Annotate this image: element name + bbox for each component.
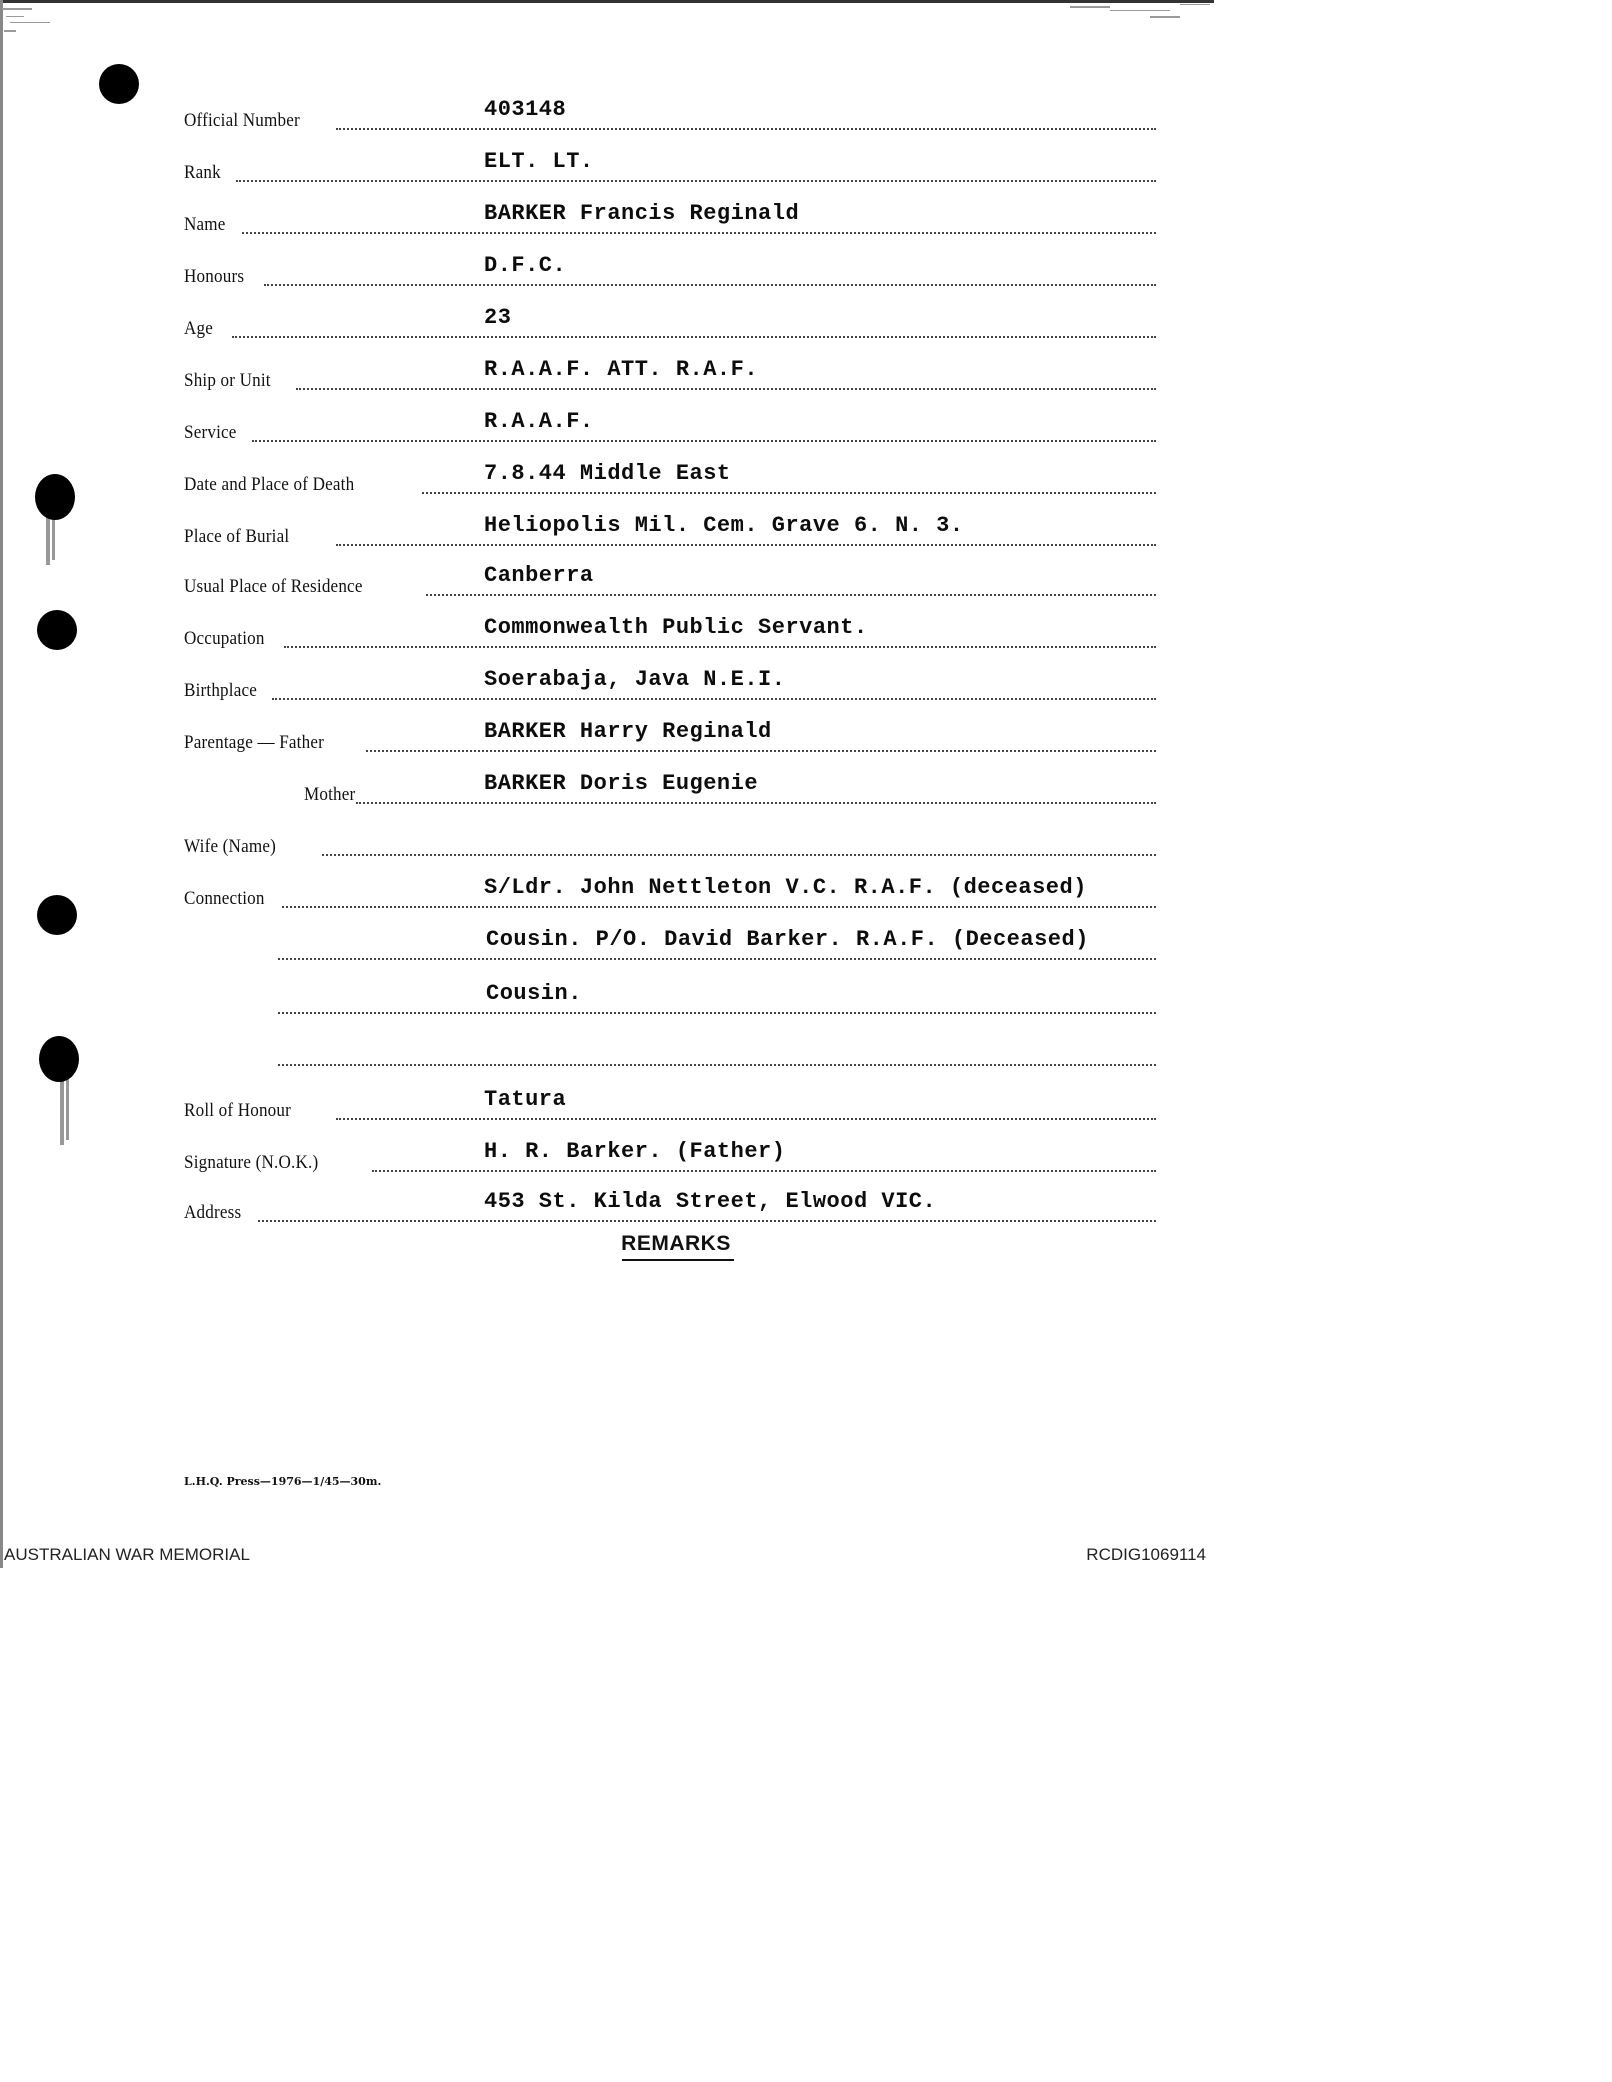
field-value: 23 (484, 305, 512, 330)
field-label: Date and Place of Death (184, 474, 355, 495)
field-label: Honours (184, 266, 245, 287)
field-wife (184, 820, 1156, 860)
dotted-rule (252, 440, 1156, 442)
field-service (184, 406, 1156, 446)
field-label: Address (184, 1202, 242, 1223)
dotted-rule (366, 750, 1156, 752)
field-value: Cousin. P/O. David Barker. R.A.F. (Deceased) (486, 927, 1089, 952)
dotted-rule (258, 1220, 1156, 1222)
punch-hole (39, 1036, 79, 1082)
field-value: R.A.A.F. (484, 409, 594, 434)
dotted-rule (242, 232, 1156, 234)
remarks-underline (622, 1259, 734, 1261)
field-label: Ship or Unit (184, 370, 271, 391)
field-official-number (184, 94, 1156, 134)
field-connection (184, 872, 1156, 912)
field-label: Parentage — Father (184, 732, 324, 753)
field-value: 403148 (484, 97, 567, 122)
punch-hole (37, 895, 77, 935)
field-value: R.A.A.F. ATT. R.A.F. (484, 357, 759, 382)
field-roll-of-honour (184, 1084, 1156, 1124)
footer-reference: RCDIG1069114 (1086, 1545, 1206, 1564)
remarks-heading: REMARKS (621, 1232, 731, 1255)
field-label: Occupation (184, 628, 265, 649)
field-value: Canberra (484, 563, 594, 588)
dotted-rule (322, 854, 1156, 856)
dotted-rule (336, 1118, 1156, 1120)
field-label: Usual Place of Residence (184, 576, 363, 597)
dotted-rule (236, 180, 1156, 182)
field-value: Heliopolis Mil. Cem. Grave 6. N. 3. (484, 513, 964, 538)
field-ship-or-unit (184, 354, 1156, 394)
field-label: Birthplace (184, 680, 258, 701)
field-father (184, 716, 1156, 756)
dotted-rule (284, 646, 1156, 648)
field-label: Service (184, 422, 237, 443)
field-label: Rank (184, 162, 221, 183)
field-label: Mother (304, 784, 356, 805)
field-value: BARKER Harry Reginald (484, 719, 772, 744)
punch-hole (99, 64, 139, 104)
field-label: Roll of Honour (184, 1100, 292, 1121)
dotted-rule (278, 958, 1156, 960)
dotted-rule (426, 594, 1156, 596)
field-label: Name (184, 214, 226, 235)
print-code: L.H.Q. Press—1976—1/45—30m. (184, 1475, 382, 1488)
field-label: Signature (N.O.K.) (184, 1152, 319, 1173)
field-label: Wife (Name) (184, 836, 276, 857)
footer-credit: AUSTRALIAN WAR MEMORIAL (4, 1545, 250, 1564)
field-signature (184, 1136, 1156, 1176)
field-value: H. R. Barker. (Father) (484, 1139, 786, 1164)
field-value: Commonwealth Public Servant. (484, 615, 868, 640)
field-value: S/Ldr. John Nettleton V.C. R.A.F. (deceased) (484, 875, 1087, 900)
field-value: ELT. LT. (484, 149, 594, 174)
field-value: Tatura (484, 1087, 567, 1112)
field-occupation (184, 612, 1156, 652)
field-connection-line-2 (278, 924, 1156, 964)
punch-hole (37, 610, 77, 650)
field-label: Age (184, 318, 214, 339)
dotted-rule (272, 698, 1156, 700)
field-age (184, 302, 1156, 342)
field-label: Connection (184, 888, 265, 909)
field-value: 453 St. Kilda Street, Elwood VIC. (484, 1189, 937, 1214)
field-place-of-burial (184, 510, 1156, 550)
dotted-rule (296, 388, 1156, 390)
dotted-rule (372, 1170, 1156, 1172)
dotted-rule (264, 284, 1156, 286)
dotted-rule (232, 336, 1156, 338)
field-date-place-of-death (184, 458, 1156, 498)
field-value: 7.8.44 Middle East (484, 461, 731, 486)
dotted-rule (282, 906, 1156, 908)
field-value: BARKER Francis Reginald (484, 201, 800, 226)
punch-hole (35, 474, 75, 520)
dotted-rule (278, 1012, 1156, 1014)
field-honours (184, 250, 1156, 290)
field-value: Cousin. (486, 981, 582, 1006)
dotted-rule (278, 1064, 1156, 1066)
field-name (184, 198, 1156, 238)
field-mother (184, 768, 1156, 808)
field-rank (184, 146, 1156, 186)
dotted-rule (356, 802, 1156, 804)
field-connection-line-4 (278, 1030, 1156, 1070)
field-address (184, 1186, 1156, 1226)
dotted-rule (336, 128, 1156, 130)
dotted-rule (336, 544, 1156, 546)
field-label: Place of Burial (184, 526, 290, 547)
dotted-rule (422, 492, 1156, 494)
field-birthplace (184, 664, 1156, 704)
field-label: Official Number (184, 110, 300, 131)
field-usual-residence (184, 560, 1156, 600)
field-value: D.F.C. (484, 253, 567, 278)
field-connection-line-3 (278, 978, 1156, 1018)
field-value: BARKER Doris Eugenie (484, 771, 759, 796)
field-value: Soerabaja, Java N.E.I. (484, 667, 786, 692)
